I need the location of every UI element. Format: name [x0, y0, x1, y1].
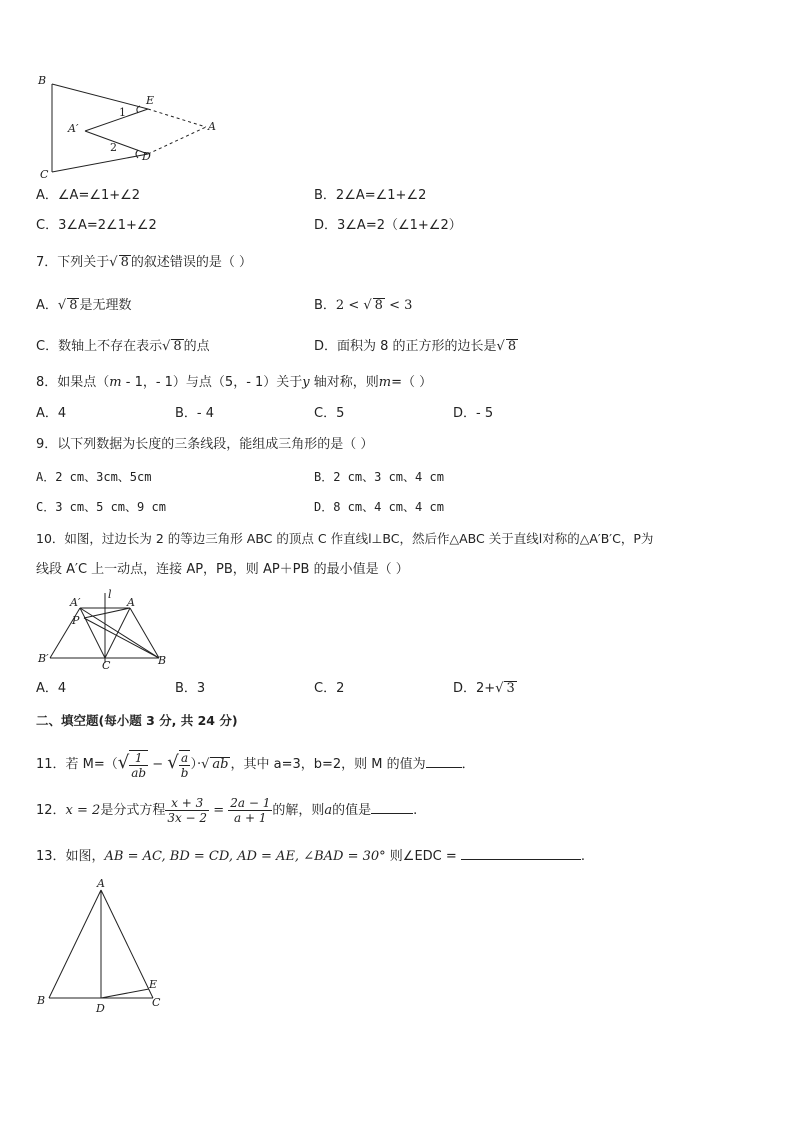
q9-option-c: C．3 cm、5 cm、9 cm	[36, 500, 166, 514]
fig3-label-B: B	[37, 994, 46, 1007]
q7-option-d: D．面积为 8 的正方形的边长是√ 8	[314, 339, 517, 354]
q7-option-b: B．2 < √ 8 < 3	[314, 298, 413, 313]
q8-stem: 8．如果点（m - 1，- 1）与点（5，- 1）关于y 轴对称，则m=（ ）	[36, 375, 433, 390]
fig2-label-l: l	[108, 588, 112, 601]
q6-option-b: B．2∠A=∠1+∠2	[314, 188, 427, 203]
fig1-label-E: E	[146, 94, 155, 107]
q8-option-a: A．4	[36, 406, 67, 421]
fig2-label-B: B	[158, 654, 167, 667]
q8-option-b: B．- 4	[175, 406, 215, 421]
fig1-label-Ap: A′	[68, 122, 79, 135]
q6-option-c: C．3∠A=2∠1+∠2	[36, 218, 157, 233]
fig2-label-P: P	[72, 614, 80, 627]
q11-stem: 11．若 M=（√ $\frac{1}{ab}$ − √ $\frac{a}{b}$ ）·√ ab ，其中 a=3，b=2，则 M 的值为 ．	[36, 750, 475, 780]
q10-option-d: D．2+√ 3	[453, 681, 515, 696]
q13-stem: 13．如图，AB = AC, BD = CD, AD = AE, ∠BAD = 30° 则∠EDC = .	[36, 849, 586, 864]
q13-answer-blank[interactable]	[461, 847, 581, 860]
fig3-label-E: E	[149, 978, 158, 991]
q10-stem-line1: 10．如图，过边长为 2 的等边三角形 ABC 的顶点 C 作直线l⊥BC，然后作△ABC 关于直线l对称的△A′B′C，P为	[36, 531, 654, 546]
fig3-label-D: D	[96, 1002, 105, 1015]
fig2-label-Ap: A′	[70, 596, 81, 609]
q10-option-b: B．3	[175, 681, 206, 696]
figure-angle-fold	[30, 70, 230, 180]
q12-stem: 12．x = 2是分式方程 $\frac{x + 3}{3x - 2}$ = $\frac{2a - 1}{a + 1}$ 的解，则a的值是 .	[36, 796, 418, 825]
q9-option-d: D．8 cm、4 cm、4 cm	[314, 500, 444, 514]
q11-answer-blank[interactable]	[426, 755, 462, 768]
q7-option-a: A．√ 8 是无理数	[36, 298, 132, 313]
section-fill-in-title: 二、填空题(每小题 3 分, 共 24 分)	[36, 713, 238, 728]
fig2-label-C: C	[102, 659, 111, 672]
fig1-label-C: C	[40, 168, 49, 180]
q6-option-a: A．∠A=∠1+∠2	[36, 188, 141, 203]
q10-option-c: C．2	[314, 681, 345, 696]
q7-stem: 7．下列关于√ 8 的叙述错误的是（ ）	[36, 255, 252, 270]
q9-option-b: B．2 cm、3 cm、4 cm	[314, 470, 444, 484]
fig1-label-1: 1	[119, 106, 126, 119]
fig2-label-A: A	[127, 596, 135, 609]
figure-symmetric-triangles	[32, 588, 182, 672]
q12-answer-blank[interactable]	[371, 801, 413, 814]
q8-option-c: C．5	[314, 406, 345, 421]
q6-option-d: D．3∠A=2（∠1+∠2）	[314, 218, 462, 233]
q9-option-a: A．2 cm、3cm、5cm	[36, 470, 152, 484]
q10-stem-line2: 线段 A′C 上一动点，连接 AP，PB，则 AP＋PB 的最小值是（ ）	[36, 562, 409, 577]
fig3-label-A: A	[97, 877, 105, 890]
q8-option-d: D．- 5	[453, 406, 494, 421]
fig1-label-2: 2	[110, 141, 117, 154]
figure-isosceles-triangle	[34, 876, 174, 1016]
fig2-label-Bp: B′	[38, 652, 49, 665]
q7-option-c: C．数轴上不存在表示√ 8 的点	[36, 339, 210, 354]
fig1-label-B: B	[38, 74, 47, 87]
fig1-label-A: A	[208, 120, 216, 133]
q10-option-a: A．4	[36, 681, 67, 696]
fig3-label-C: C	[152, 996, 161, 1009]
q9-stem: 9．以下列数据为长度的三条线段，能组成三角形的是（ ）	[36, 437, 374, 452]
fig1-label-D: D	[142, 150, 151, 163]
